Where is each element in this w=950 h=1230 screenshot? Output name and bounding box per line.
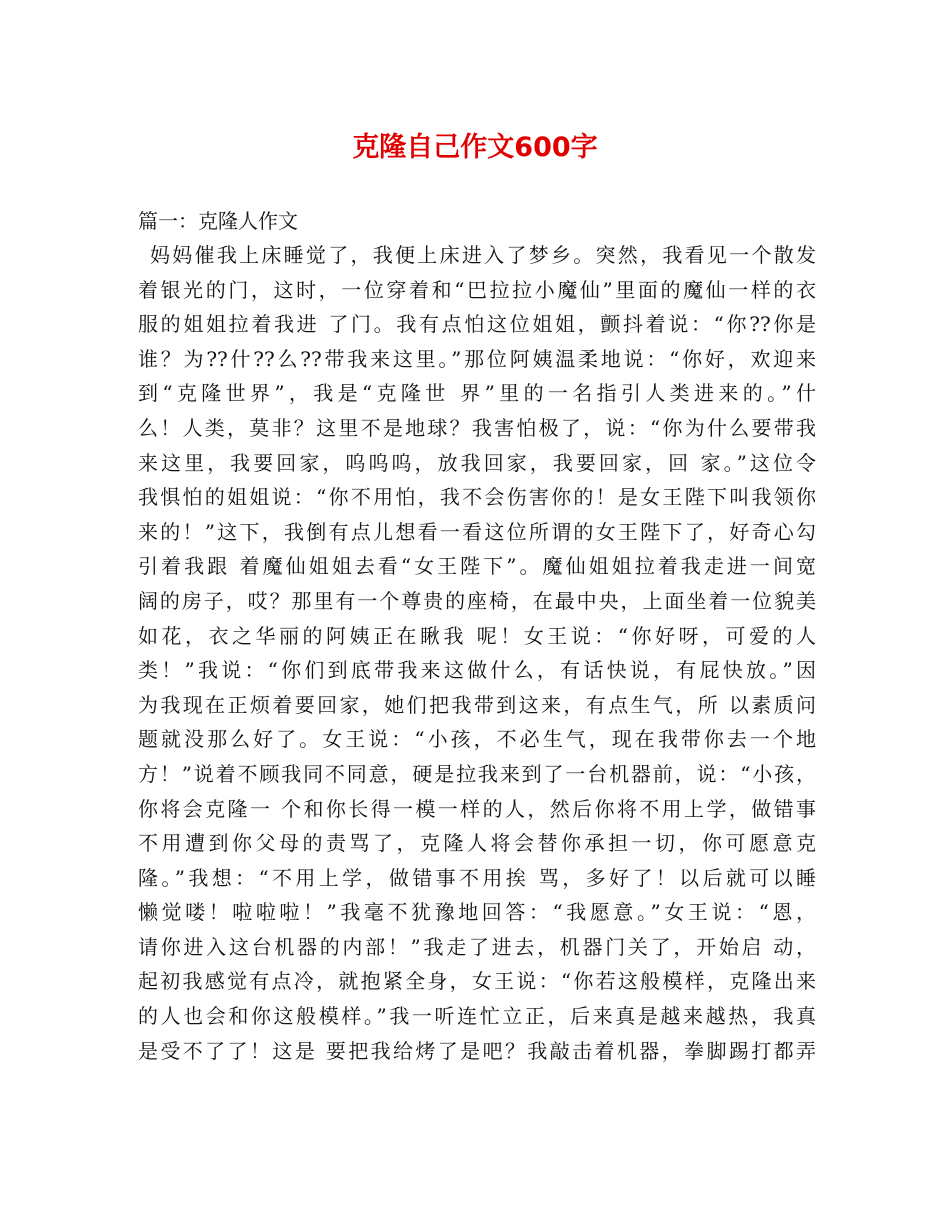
text-line: 题就没那么好了。女王说：“小孩，不必生气，现在我带你去一个地 bbox=[138, 727, 816, 752]
text-line: 么！人类，莫非？这里不是地球？我害怕极了，说：“你为什么要带我 bbox=[138, 415, 816, 440]
text-line: 着银光的门，这时，一位穿着和“巴拉拉小魔仙”里面的魔仙一样的衣 bbox=[138, 277, 816, 302]
document-title: 克隆自己作文600字 bbox=[352, 132, 598, 163]
text-line: 来这里，我要回家，呜呜呜，放我回家，我要回家，回 家。”这位令 bbox=[138, 450, 816, 475]
text-line: 类！”我说：“你们到底带我来这做什么，有话快说，有屁快放。”因 bbox=[138, 658, 816, 683]
text-line: 起初我感觉有点冷，就抱紧全身，女王说：“你若这般模样，克隆出来 bbox=[138, 969, 816, 994]
body-text bbox=[138, 238, 816, 1068]
text-line: 你将会克隆一 个和你长得一模一样的人，然后你将不用上学，做错事 bbox=[138, 796, 816, 821]
text-line: 如花，衣之华丽的阿姨正在瞅我 呢！女王说：“你好呀，可爱的人 bbox=[138, 623, 816, 648]
text-line: 妈妈催我上床睡觉了，我便上床进入了梦乡。突然，我看见一个散发 bbox=[150, 243, 816, 267]
text-line: 请你进入这台机器的内部！”我走了进去，机器门关了，开始启 动， bbox=[138, 934, 816, 959]
text-line: 隆。”我想：“不用上学，做错事不用挨 骂，多好了！以后就可以睡 bbox=[138, 865, 816, 890]
text-line: 为我现在正烦着要回家，她们把我带到这来，有点生气，所 以素质问 bbox=[138, 692, 816, 717]
text-line: 阔的房子，哎？那里有一个尊贵的座椅，在最中央，上面坐着一位貌美 bbox=[138, 588, 816, 613]
text-line: 方！”说着不顾我同不同意，硬是拉我来到了一台机器前，说：“小孩， bbox=[138, 761, 816, 786]
section-heading: 篇一：克隆人作文 bbox=[138, 209, 298, 233]
text-line: 是受不了了！这是 要把我给烤了是吧？我敲击着机器，拳脚踢打都弄 bbox=[138, 1038, 816, 1063]
text-line: 懒觉喽！啦啦啦！”我毫不犹豫地回答：“我愿意。”女王说：“恩， bbox=[138, 900, 816, 925]
text-line: 谁？为??什??么??带我来这里。”那位阿姨温柔地说：“你好，欢迎来 bbox=[138, 346, 816, 371]
text-line: 我惧怕的姐姐说：“你不用怕，我不会伤害你的！是女王陛下叫我领你 bbox=[138, 485, 816, 510]
text-line: 来的！”这下，我倒有点儿想看一看这位所谓的女王陛下了，好奇心勾 bbox=[138, 519, 816, 544]
text-line: 服的姐姐拉着我进 了门。我有点怕这位姐姐，颤抖着说：“你??你是 bbox=[138, 312, 816, 337]
text-line: 的人也会和你这般模样。”我一听连忙立正，后来真是越来越热，我真 bbox=[138, 1004, 816, 1029]
text-line: 不用遭到你父母的责骂了，克隆人将会替你承担一切，你可愿意克 bbox=[138, 831, 816, 856]
text-line: 到“克隆世界”，我是“克隆世 界”里的一名指引人类进来的。”什 bbox=[138, 381, 816, 406]
text-line: 引着我跟 着魔仙姐姐去看“女王陛下”。魔仙姐姐拉着我走进一间宽 bbox=[138, 554, 816, 579]
